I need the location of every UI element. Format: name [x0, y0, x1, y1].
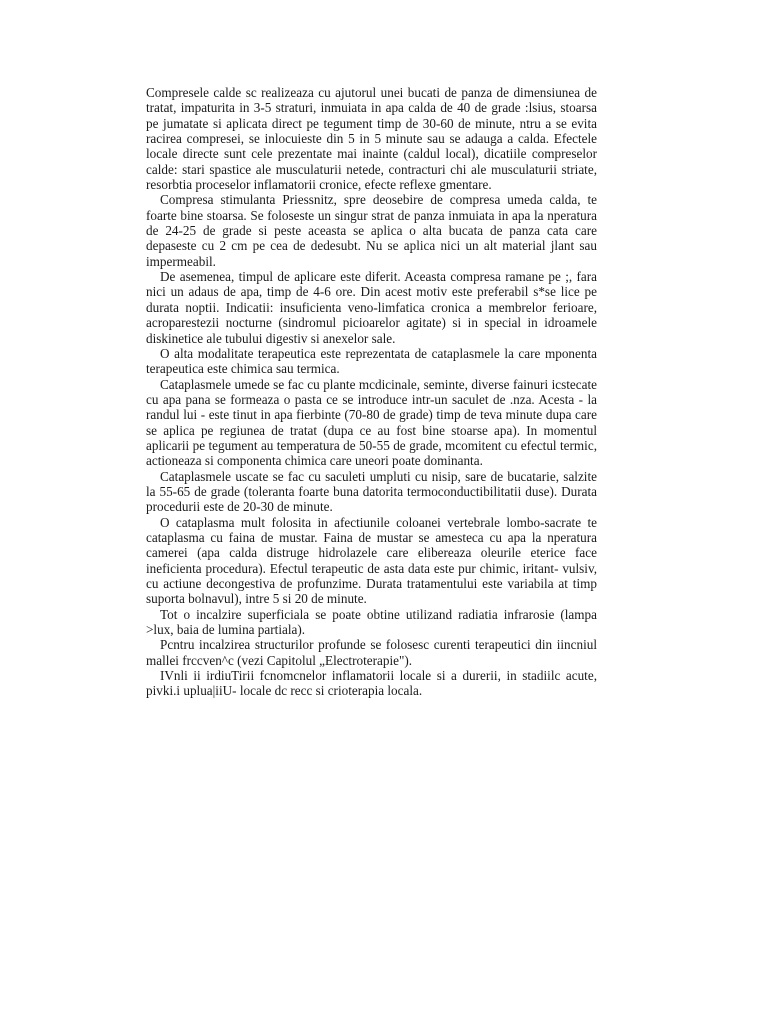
paragraph-warm-compresses: Compresele calde sc realizeaza cu ajutorul unei bucati de panza de dimensiunea de tratat, impaturita in 3-5 straturi, inmuiata in apa calda de 40 de grade :lsius, stoarsa pe jumatate si aplicata direct pe tegument timp de 30-60 de minute, ntru a se evita racirea compresei, se inlocuieste din 5 in 5 minute sau se adauga a calda. Efectele locale directe sunt cele prezentate mai inainte (caldul local), dicatiile compreselor calde: stari spastice ale musculaturii netede, contracturi chi ale musculaturii striate, resorbtia proceselor inflamatorii cronice, efecte reflexe gmentare.: [146, 85, 597, 193]
paragraph-priessnitz-compress: Compresa stimulanta Priessnitz, spre deosebire de compresa umeda calda, te foarte bine stoarsa. Se foloseste un singur strat de panza inmuiata in apa la nperatura de 24-25 de grade si peste aceasta se aplica o alta bucata de panza cata care depaseste cu 2 cm pe cea de dedesubt. Nu se aplica nici un alt material jlant sau impermeabil.: [146, 192, 597, 269]
paragraph-cryotherapy: IVnli ii irdiuTirii fcnomcnelor inflamatorii locale si a durerii, in stadiilc acute, pivki.i uplua|iiU- locale dc recc si crioterapia locala.: [146, 668, 597, 699]
paragraph-dry-cataplasms: Cataplasmele uscate se fac cu saculeti umpluti cu nisip, sare de bucatarie, salzite la 55-65 de grade (toleranta foarte buna datorita termoconductibilitatii duse). Durata procedurii este de 20-30 de minute.: [146, 468, 597, 515]
paragraph-wet-cataplasms: Cataplasmele umede se fac cu plante mcdicinale, seminte, diverse fainuri icstecate cu apa pana se formeaza o pasta ce se introduce intr-un saculet de .nza. Acesta - la randul lui - este tinut in apa fierbinte (70-80 de grade) timp de teva minute dupa care se aplica pe regiunea de tratat (dupa ce au fost bine stoarse apa). In momentul aplicarii pe tegument au temperatura de 50-55 de grade, mcomitent cu efectul termic, actioneaza si componenta chimica care uneori poate dominanta.: [146, 376, 597, 469]
paragraph-mustard-cataplasm: O cataplasma mult folosita in afectiunile coloanei vertebrale lombo-sacrate te cataplasma cu faina de mustar. Faina de mustar se amesteca cu apa la nperatura camerei (apa calda distruge hidrolazele care elibereaza oleurile eterice face ineficienta procedura). Efectul terapeutic de asta data este pur chimic, iritant- vulsiv, cu actiune decongestiva de profunzime. Durata tratamentului este variabila at timp suporta bolnavul), intre 5 si 20 de minute.: [146, 514, 597, 607]
document-body: [146, 85, 597, 699]
paragraph-application-time: De asemenea, timpul de aplicare este diferit. Aceasta compresa ramane pe ;, fara nici un adaus de apa, timp de 4-6 ore. Din acest motiv este preferabil s*se lice pe durata noptii. Indicatii: insuficienta veno-limfatica cronica a membrelor ferioare, acroparestezii nocturne (sindromul picioarelor agitate) si in special in idroamele diskinetice ale tubului digestiv si anexelor sale.: [146, 269, 597, 346]
paragraph-cataplasms-intro: O alta modalitate terapeutica este reprezentata de cataplasmele la care mponenta terapeutica este chimica sau termica.: [146, 345, 597, 377]
paragraph-infrared: Tot o incalzire superficiala se poate obtine utilizand radiatia infrarosie (lampa >lux, baia de lumina partiala).: [146, 606, 597, 638]
paragraph-deep-heating: Pcntru incalzirea structurilor profunde se folosesc curenti terapeutici din iincniul mallei frccven^c (vezi Capitolul „Electroterapie").: [146, 637, 597, 668]
